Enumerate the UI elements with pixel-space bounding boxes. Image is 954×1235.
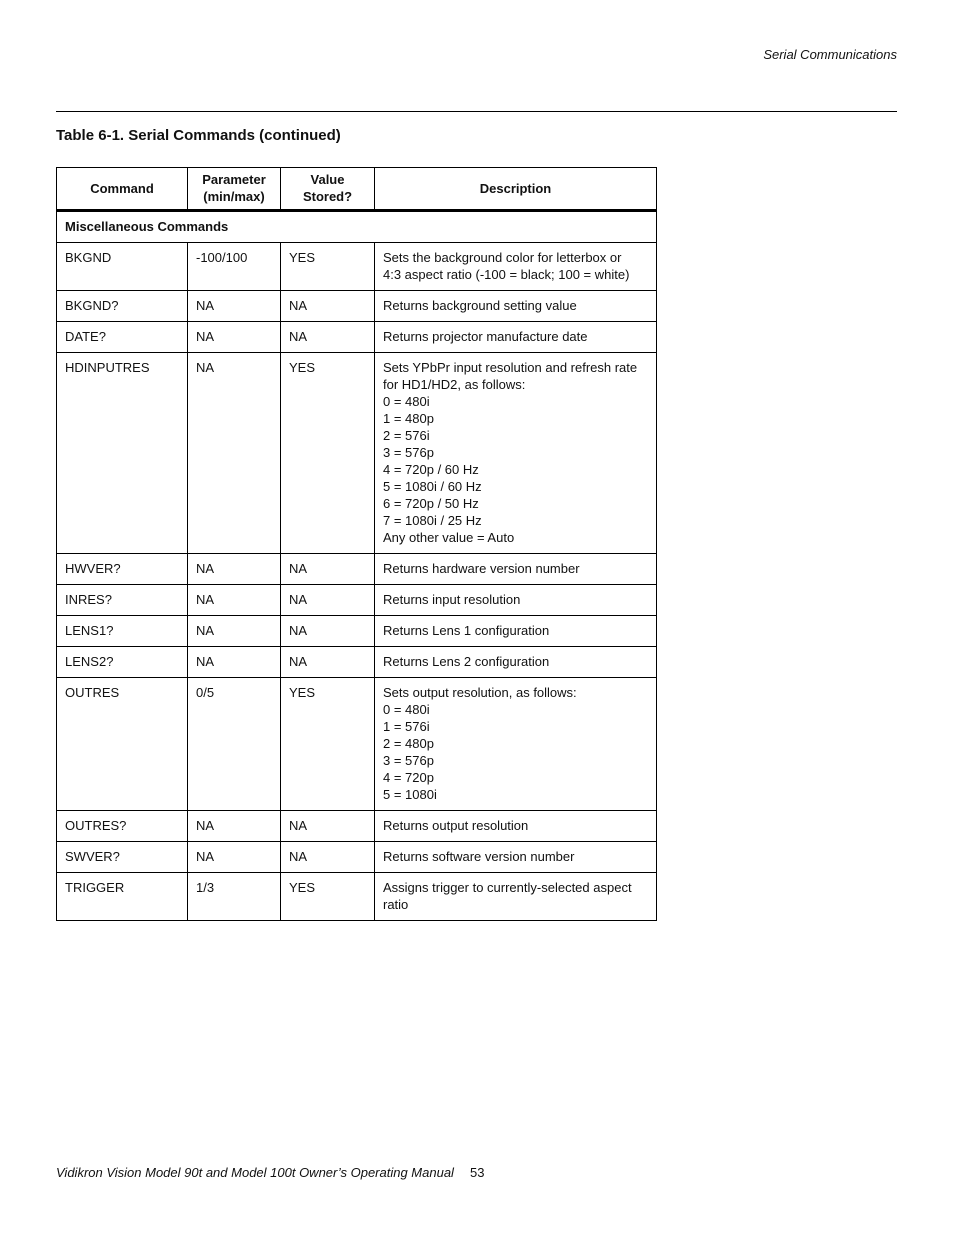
cell-description xyxy=(375,585,657,616)
description-line: 5 = 1080i xyxy=(383,787,437,802)
description-line: 5 = 1080i / 60 Hz xyxy=(383,479,482,494)
table-row xyxy=(57,353,657,554)
cell-description xyxy=(375,322,657,353)
header-rule xyxy=(56,111,897,112)
page-number: 53 xyxy=(470,1165,485,1180)
cell-value-stored: YES xyxy=(281,873,375,921)
table-row xyxy=(57,322,657,353)
description-line: Returns Lens 2 configuration xyxy=(383,654,550,669)
cell-parameter: NA xyxy=(188,585,281,616)
description-line: Returns background setting value xyxy=(383,298,577,313)
description-line: 4 = 720p xyxy=(383,770,434,785)
table-row xyxy=(57,842,657,873)
table-row xyxy=(57,616,657,647)
cell-description xyxy=(375,873,657,921)
cell-value-stored: NA xyxy=(281,554,375,585)
serial-commands-table xyxy=(56,167,657,921)
cell-command: LENS2? xyxy=(57,647,188,678)
description-line: Assigns trigger to currently-selected aspect xyxy=(383,880,632,895)
cell-description xyxy=(375,353,657,554)
cell-description xyxy=(375,842,657,873)
cell-value-stored: NA xyxy=(281,291,375,322)
footer-manual-title: Vidikron Vision Model 90t and Model 100t Owner’s Operating Manual xyxy=(56,1165,454,1180)
description-line: Returns Lens 1 configuration xyxy=(383,623,550,638)
table-row xyxy=(57,647,657,678)
cell-value-stored: NA xyxy=(281,647,375,678)
cell-value-stored: YES xyxy=(281,353,375,554)
description-line: for HD1/HD2, as follows: xyxy=(383,377,526,392)
column-header-line: Parameter xyxy=(202,172,266,187)
column-header-line: Description xyxy=(479,180,552,196)
cell-description xyxy=(375,647,657,678)
description-line: 1 = 576i xyxy=(383,719,430,734)
description-line: 4:3 aspect ratio (-100 = black; 100 = white) xyxy=(383,267,630,282)
description-line: ratio xyxy=(383,897,409,912)
cell-command: DATE? xyxy=(57,322,188,353)
table-row xyxy=(57,554,657,585)
cell-value-stored: YES xyxy=(281,678,375,811)
cell-parameter: -100/100 xyxy=(188,243,281,291)
cell-value-stored: NA xyxy=(281,322,375,353)
description-line: 4 = 720p / 60 Hz xyxy=(383,462,479,477)
column-header-parameter xyxy=(188,168,281,211)
table-row xyxy=(57,811,657,842)
cell-value-stored: NA xyxy=(281,616,375,647)
cell-description xyxy=(375,616,657,647)
cell-parameter: NA xyxy=(188,811,281,842)
table-row xyxy=(57,585,657,616)
cell-description xyxy=(375,291,657,322)
table-row xyxy=(57,873,657,921)
cell-parameter: NA xyxy=(188,322,281,353)
description-line: 7 = 1080i / 25 Hz xyxy=(383,513,482,528)
cell-value-stored: NA xyxy=(281,811,375,842)
cell-description xyxy=(375,554,657,585)
column-header-line: Command xyxy=(90,180,154,196)
description-line: Sets the background color for letterbox or xyxy=(383,250,622,265)
cell-command: LENS1? xyxy=(57,616,188,647)
cell-parameter: NA xyxy=(188,647,281,678)
description-line: 2 = 576i xyxy=(383,428,430,443)
cell-description xyxy=(375,678,657,811)
cell-description xyxy=(375,811,657,842)
description-line: 0 = 480i xyxy=(383,394,430,409)
description-line: Returns output resolution xyxy=(383,818,529,833)
column-header-value-stored xyxy=(281,168,375,211)
cell-description xyxy=(375,243,657,291)
description-line: 1 = 480p xyxy=(383,411,434,426)
column-header-command xyxy=(57,168,188,211)
cell-command: TRIGGER xyxy=(57,873,188,921)
column-header-line: (min/max) xyxy=(203,189,265,204)
section-row xyxy=(57,211,657,243)
cell-command: HDINPUTRES xyxy=(57,353,188,554)
cell-parameter: NA xyxy=(188,353,281,554)
cell-parameter: 1/3 xyxy=(188,873,281,921)
cell-command: INRES? xyxy=(57,585,188,616)
description-line: Sets YPbPr input resolution and refresh rate xyxy=(383,360,638,375)
description-line: Returns software version number xyxy=(383,849,575,864)
table-header-row xyxy=(57,168,657,211)
description-line: 6 = 720p / 50 Hz xyxy=(383,496,479,511)
cell-parameter: NA xyxy=(188,842,281,873)
description-line: 0 = 480i xyxy=(383,702,430,717)
table-row xyxy=(57,291,657,322)
description-line: 2 = 480p xyxy=(383,736,434,751)
description-line: 3 = 576p xyxy=(383,445,434,460)
description-line: Returns input resolution xyxy=(383,592,521,607)
table-row xyxy=(57,243,657,291)
table-row xyxy=(57,678,657,811)
cell-command: OUTRES? xyxy=(57,811,188,842)
table-body xyxy=(57,211,657,921)
cell-command: BKGND? xyxy=(57,291,188,322)
running-head: Serial Communications xyxy=(763,47,897,62)
cell-parameter: NA xyxy=(188,291,281,322)
cell-command: SWVER? xyxy=(57,842,188,873)
column-header-description xyxy=(375,168,657,211)
cell-value-stored: NA xyxy=(281,842,375,873)
cell-value-stored: NA xyxy=(281,585,375,616)
table-title: Table 6-1. Serial Commands (continued) xyxy=(56,127,341,144)
description-line: Returns hardware version number xyxy=(383,561,580,576)
description-line: Any other value = Auto xyxy=(383,530,515,545)
column-header-line: Value xyxy=(310,172,345,187)
cell-parameter: NA xyxy=(188,554,281,585)
description-line: Returns projector manufacture date xyxy=(383,329,588,344)
description-line: Sets output resolution, as follows: xyxy=(383,685,577,700)
section-title: Miscellaneous Commands xyxy=(57,211,657,243)
cell-value-stored: YES xyxy=(281,243,375,291)
cell-parameter: 0/5 xyxy=(188,678,281,811)
description-line: 3 = 576p xyxy=(383,753,434,768)
cell-parameter: NA xyxy=(188,616,281,647)
cell-command: HWVER? xyxy=(57,554,188,585)
column-header-line: Stored? xyxy=(302,189,353,204)
cell-command: BKGND xyxy=(57,243,188,291)
cell-command: OUTRES xyxy=(57,678,188,811)
